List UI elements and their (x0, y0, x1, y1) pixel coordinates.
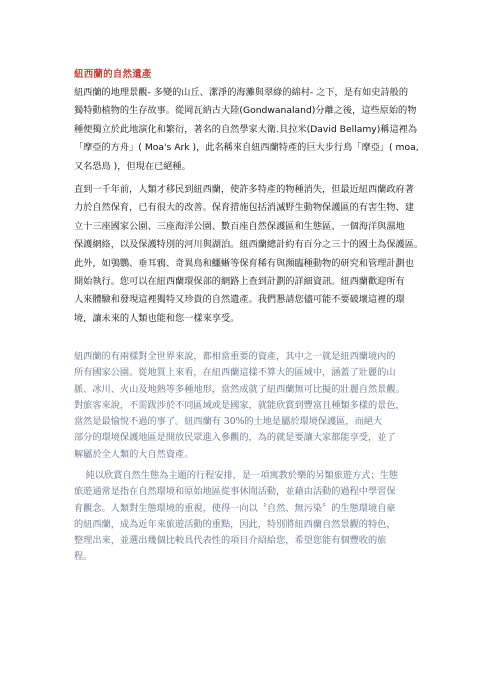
text-line: 此外，如鴞鸚、垂耳鴉、奇異鳥和鱷蜥等保育稀有與瀕臨種動物的研究和管理計劃也 (74, 257, 414, 269)
text-line: 對旅客來說，不需跋涉於不同區域或是國家，就能欣賞到豐富且種類多樣的景色， (74, 399, 405, 411)
text-line: 直到一千年前，人類才移民到紐西蘭，使許多特產的物種消失，但最近紐西蘭政府著 (74, 184, 414, 195)
text-line: 整理出來，並選出幾個比較具代表性的項目介紹給您，希望您能有個豐收的旅 (74, 535, 387, 547)
text-line: 種便獨立於此地演化和繁衍，著名的自然學家大衛.貝拉米(David Bellamy)稱這裡為 (74, 123, 418, 135)
text-line: 保護網絡，以及保護特別的河川與湖泊。紐西蘭總計約有百分之三十的國土為保護區。 (74, 239, 424, 251)
text-line: 部分的環境保護地區是開放民眾進入參觀的，為的就是要讓大家都能享受，並了 (74, 432, 396, 444)
text-line: 旅遊通常是指在自然環境和原始地區從事休閒活動，並藉由活動的過程中學習保 (74, 486, 396, 498)
text-line: 紐西蘭的有兩樣對全世界來說，都相當重要的資產，其中之一就是紐西蘭境內的 (74, 351, 396, 362)
text-line: 開始執行。您可以在紐西蘭環保部的網路上查到計劃的詳細資訊。紐西蘭歡迎所有 (74, 276, 405, 288)
text-line: 人來體驗和發現這裡獨特又珍貴的自然遺產。我們懇請您儘可能不要破壞這裡的環 (74, 294, 405, 306)
text-line: 解屬於全人類的大自然資產。 (74, 448, 194, 460)
text-line: 又名恐鳥 )，但現在已絕種。 (74, 160, 191, 172)
text-line: 脈、冰川、火山及地熱等多種地形，當然成就了紐西蘭無可比擬的壯麗自然景觀。 (74, 383, 405, 395)
paragraph-conservation (74, 181, 434, 328)
text-line: 立十三座國家公園、三座海洋公園、數百座自然保護區和生態區、一個海洋與濕地 (74, 220, 405, 232)
paragraph-natural-heritage (74, 84, 434, 176)
text-line: 純以欣賞自然生態為主題的行程安排，是一項寓教於樂的另類旅遊方式；生態 (74, 470, 399, 481)
text-line: 程。 (74, 551, 93, 563)
text-line: 育觀念。人類對生態環境的重視，使得一向以〝自然、無污染〞的生態環境自豪 (74, 502, 396, 514)
text-line: 境，讓未來的人類也能和您一樣來享受。 (74, 312, 240, 324)
text-line: 所有國家公園。從地質上來看，在紐西蘭這樣不算大的區域中，涵蓋了壯麗的山 (74, 367, 396, 379)
text-line: 獨特動植物的生存故事。從岡瓦納古大陸(Gondwanaland)分離之後，這些原始的物 (74, 105, 417, 117)
text-line: 當然是最愉悅不過的事了。紐西蘭有 30%的土地是屬於環境保護區，而絕大 (74, 416, 383, 428)
text-line: 「摩亞的方舟」( Moa's Ark )，此名稱來自紐西蘭特產的巨大步行鳥「摩亞」( moa, (74, 142, 419, 154)
paragraph-national-parks (74, 349, 434, 463)
paragraph-ecotourism (74, 468, 434, 566)
text-line: 紐西蘭的地理景觀- 多變的山丘、潔淨的海灘與翠綠的綿村- 之下，是有如史詩般的 (74, 87, 409, 98)
text-line: 的紐西蘭，成為近年來旅遊活動的重點，因此，特別將紐西蘭自然景觀的特色， (74, 518, 396, 530)
document-title: 紐西蘭的自然遺產 (74, 69, 152, 80)
text-line: 力於自然保育，已有很大的改善。保育措施包括消滅野生動物保護區的有害生物、建 (74, 202, 414, 214)
